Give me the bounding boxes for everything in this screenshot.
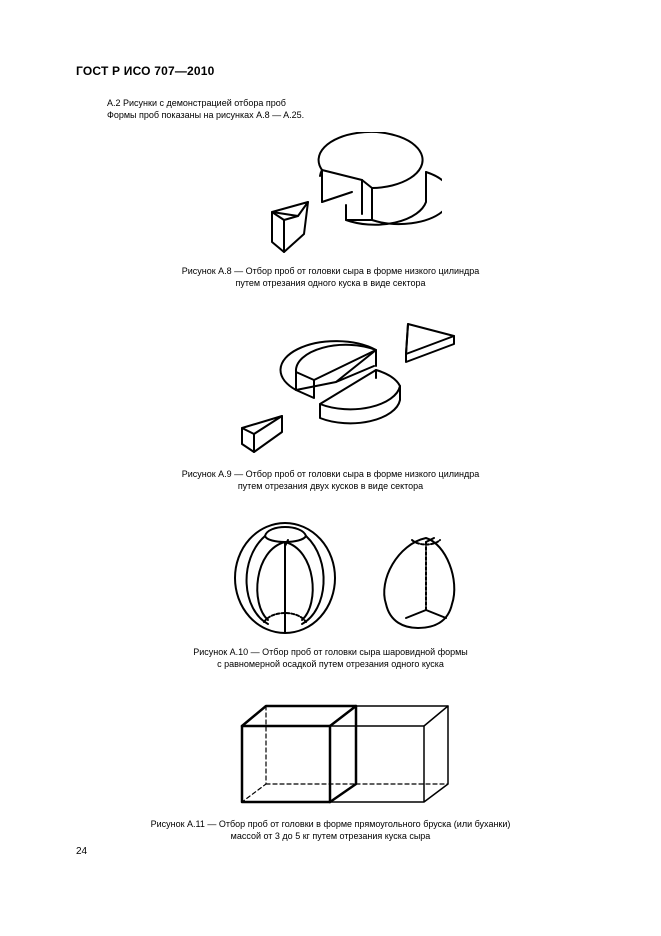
page-number: 24	[76, 846, 88, 857]
figure-a9-caption	[0, 468, 661, 492]
figure-a10-illustration	[228, 520, 468, 640]
figure-a11-caption-line2: массой от 3 до 5 кг путем отрезания куска сыра	[230, 831, 431, 841]
figure-a9-caption-line1: Рисунок A.9 — Отбор проб от головки сыра в форме низкого цилиндра	[181, 469, 480, 479]
figure-a11-caption	[0, 818, 661, 842]
figure-a10-caption-line1: Рисунок A.10 — Отбор проб от головки сыра шаровидной формы	[193, 647, 468, 657]
figure-a8-caption	[0, 265, 661, 289]
section-heading-a2: A.2 Рисунки с демонстрацией отбора проб	[107, 98, 286, 108]
figure-a9-caption-line2: путем отрезания двух кусков в виде сектора	[237, 481, 424, 491]
figure-a10-caption-line2: с равномерной осадкой путем отрезания одного куска	[217, 659, 444, 669]
figure-a8-caption-line1: Рисунок A.8 — Отбор проб от головки сыра в форме низкого цилиндра	[181, 266, 480, 276]
document-header-title: ГОСТ Р ИСО 707—2010	[76, 64, 215, 78]
figure-a10-caption	[0, 646, 661, 670]
figure-a11-caption-line1: Рисунок A.11 — Отбор проб от головки в форме прямоугольного бруска (или буханки)	[150, 819, 511, 829]
figure-a9-illustration	[236, 310, 461, 460]
figure-a11-illustration	[238, 702, 458, 807]
figure-a8-illustration	[262, 132, 442, 257]
figure-a8-caption-line2: путем отрезания одного куска в виде сектора	[235, 278, 426, 288]
cylinder-top-outline	[319, 132, 423, 188]
intro-paragraph: Формы проб показаны на рисунках A.8 — A.25.	[107, 110, 305, 120]
